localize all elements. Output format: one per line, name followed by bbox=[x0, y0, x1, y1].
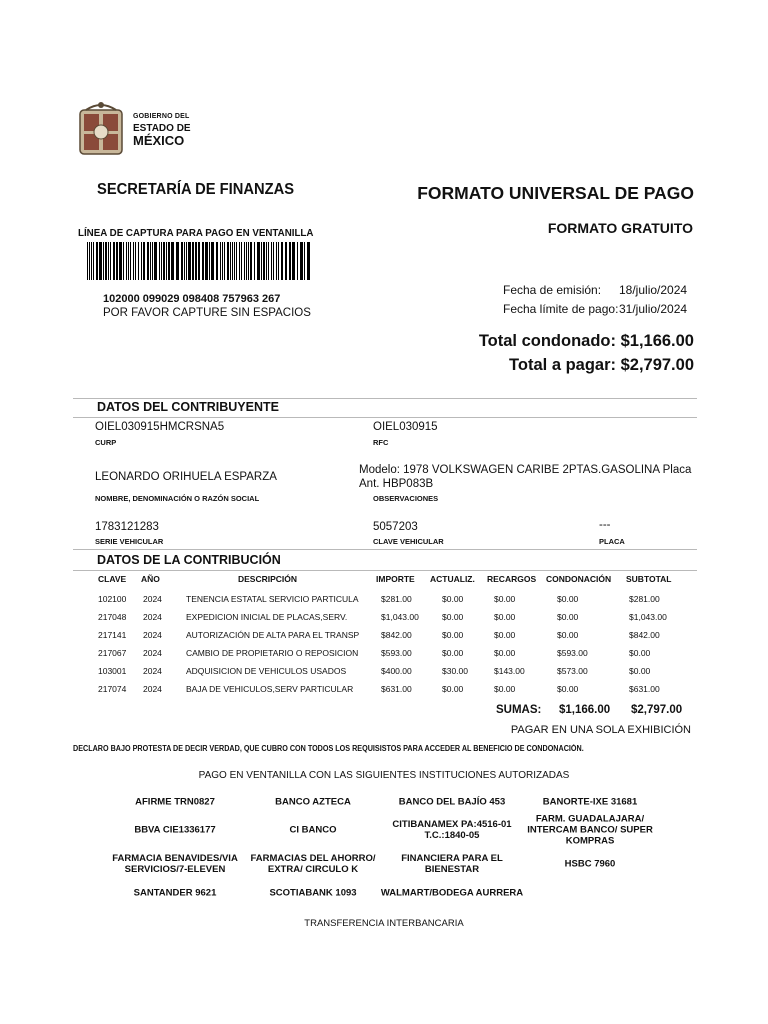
total-condoned: Total condonado: $1,166.00 bbox=[478, 332, 694, 350]
cell-year: 2024 bbox=[143, 684, 162, 694]
header-amount: IMPORTE bbox=[376, 574, 415, 584]
barcode bbox=[87, 242, 312, 280]
cell-condonation: $0.00 bbox=[557, 594, 579, 604]
vehicle-serial-label: SERIE VEHICULAR bbox=[95, 537, 164, 546]
cell-year: 2024 bbox=[143, 666, 162, 676]
divider bbox=[73, 398, 697, 399]
cell-subtotal: $631.00 bbox=[629, 684, 660, 694]
header-description: DESCRIPCIÓN bbox=[238, 574, 298, 584]
rfc-label: RFC bbox=[373, 438, 389, 447]
emission-date-label: Fecha de emisión: bbox=[503, 283, 602, 297]
declaration-text: DECLARO BAJO PROTESTA DE DECIR VERDAD, QUE CUBRO CON TODOS LOS REQUISISTOS PARA ACCEDER AL BENEFICIO DE CONDONACIÓN. bbox=[73, 744, 584, 753]
contribution-section-title: DATOS DE LA CONTRIBUCIÓN bbox=[97, 553, 281, 567]
institution-item: BANORTE-IXE 31681 bbox=[542, 796, 638, 808]
institution-item: HSBC 7960 bbox=[564, 858, 616, 870]
institution-item: FARMACIA BENAVIDES/VIA SERVICIOS/7-ELEVEN bbox=[112, 853, 238, 875]
institution-item: FARMACIAS DEL AHORRO/ EXTRA/ CIRCULO K bbox=[250, 853, 376, 875]
cell-condonation: $0.00 bbox=[557, 684, 579, 694]
state-government-wordmark bbox=[133, 111, 191, 148]
cell-subtotal: $0.00 bbox=[629, 666, 651, 676]
cell-surcharges: $0.00 bbox=[494, 612, 516, 622]
cell-amount: $281.00 bbox=[381, 594, 412, 604]
limit-date-label: Fecha límite de pago: bbox=[503, 302, 619, 316]
total-to-pay: Total a pagar: $2,797.00 bbox=[509, 356, 694, 374]
institution-item: FINANCIERA PARA EL BIENESTAR bbox=[401, 853, 503, 875]
sums-label: SUMAS: bbox=[496, 704, 542, 716]
observations-value-line-1: Modelo: 1978 VOLKSWAGEN CARIBE 2PTAS.GASOLINA Placa bbox=[359, 464, 692, 476]
cell-description: AUTORIZACIÓN DE ALTA PARA EL TRANSP bbox=[186, 630, 360, 640]
cell-subtotal: $0.00 bbox=[629, 648, 651, 658]
cell-clave: 102100 bbox=[98, 594, 127, 604]
header-surcharges: RECARGOS bbox=[487, 574, 537, 584]
cell-clave: 103001 bbox=[98, 666, 127, 676]
institution-item: AFIRME TRN0827 bbox=[135, 796, 215, 808]
cell-surcharges: $143.00 bbox=[494, 666, 525, 676]
sums-condoned: $1,166.00 bbox=[559, 704, 611, 716]
header-subtotal: SUBTOTAL bbox=[626, 574, 672, 584]
cell-surcharges: $0.00 bbox=[494, 684, 516, 694]
vehicle-key-label: CLAVE VEHICULAR bbox=[373, 537, 444, 546]
cell-surcharges: $0.00 bbox=[494, 594, 516, 604]
divider bbox=[73, 570, 697, 571]
taxpayer-name-value: LEONARDO ORIHUELA ESPARZA bbox=[95, 471, 277, 483]
capture-instruction: POR FAVOR CAPTURE SIN ESPACIOS bbox=[103, 307, 311, 319]
cell-surcharges: $0.00 bbox=[494, 648, 516, 658]
cell-year: 2024 bbox=[143, 630, 162, 640]
cell-update: $0.00 bbox=[442, 594, 464, 604]
observations-label: OBSERVACIONES bbox=[373, 494, 439, 503]
divider bbox=[73, 417, 697, 418]
plate-label: PLACA bbox=[599, 537, 625, 546]
institution-item: WALMART/BODEGA AURRERA bbox=[380, 887, 524, 899]
header-clave: CLAVE bbox=[98, 574, 127, 584]
cell-description: TENENCIA ESTATAL SERVICIO PARTICULA bbox=[186, 594, 359, 604]
cell-condonation: $0.00 bbox=[557, 630, 579, 640]
department-title: SECRETARÍA DE FINANZAS bbox=[97, 181, 295, 198]
logo-line-3: MÉXICO bbox=[133, 133, 185, 148]
cell-description: CAMBIO DE PROPIETARIO O REPOSICION bbox=[186, 648, 359, 658]
header-condonation: CONDONACIÓN bbox=[546, 574, 612, 584]
cell-year: 2024 bbox=[143, 594, 162, 604]
taxpayer-name-label: NOMBRE, DENOMINACIÓN O RAZÓN SOCIAL bbox=[95, 494, 260, 503]
cell-clave: 217074 bbox=[98, 684, 127, 694]
header-update: ACTUALIZ. bbox=[430, 574, 475, 584]
curp-label: CURP bbox=[95, 438, 117, 447]
plate-value: --- bbox=[599, 519, 611, 531]
cell-amount: $593.00 bbox=[381, 648, 412, 658]
rfc-value: OIEL030915 bbox=[373, 421, 438, 433]
cell-clave: 217067 bbox=[98, 648, 127, 658]
cell-condonation: $593.00 bbox=[557, 648, 588, 658]
cell-update: $0.00 bbox=[442, 684, 464, 694]
taxpayer-section-title: DATOS DEL CONTRIBUYENTE bbox=[97, 400, 279, 414]
institution-item: SCOTIABANK 1093 bbox=[269, 887, 357, 899]
capture-line-label: LÍNEA DE CAPTURA PARA PAGO EN VENTANILLA bbox=[78, 227, 314, 239]
observations-value-line-2: Ant. HBP083B bbox=[359, 478, 434, 490]
institution-item: BBVA CIE1336177 bbox=[134, 824, 216, 836]
cell-description: EXPEDICION INICIAL DE PLACAS,SERV. bbox=[186, 612, 348, 622]
limit-date-value: 31/julio/2024 bbox=[619, 302, 688, 316]
cell-description: ADQUISICION DE VEHICULOS USADOS bbox=[186, 666, 347, 676]
cell-amount: $400.00 bbox=[381, 666, 412, 676]
logo-line-2: ESTADO DE bbox=[133, 123, 191, 134]
institution-item: SANTANDER 9621 bbox=[133, 887, 217, 899]
interbank-transfer-note: TRANSFERENCIA INTERBANCARIA bbox=[304, 918, 464, 929]
divider bbox=[73, 549, 697, 550]
cell-clave: 217141 bbox=[98, 630, 127, 640]
cell-subtotal: $281.00 bbox=[629, 594, 660, 604]
cell-description: BAJA DE VEHICULOS,SERV PARTICULAR bbox=[186, 684, 354, 694]
header-year: AÑO bbox=[141, 574, 160, 584]
cell-amount: $1,043.00 bbox=[381, 612, 419, 622]
cell-year: 2024 bbox=[143, 648, 162, 658]
logo-line-1: GOBIERNO DEL bbox=[133, 113, 190, 120]
curp-value: OIEL030915HMCRSNA5 bbox=[95, 421, 225, 433]
cell-amount: $842.00 bbox=[381, 630, 412, 640]
cell-condonation: $0.00 bbox=[557, 612, 579, 622]
vehicle-key-value: 5057203 bbox=[373, 521, 418, 533]
institution-item: BANCO DEL BAJÍO 453 bbox=[398, 796, 506, 808]
capture-line-number: 102000 099029 098408 757963 267 bbox=[103, 293, 281, 305]
institution-item: FARM. GUADALAJARA/ INTERCAM BANCO/ SUPER KOMPRAS bbox=[527, 813, 653, 847]
cell-subtotal: $842.00 bbox=[629, 630, 660, 640]
payment-institutions-title: PAGO EN VENTANILLA CON LAS SIGUIENTES INSTITUCIONES AUTORIZADAS bbox=[198, 770, 570, 781]
form-title: FORMATO UNIVERSAL DE PAGO bbox=[417, 183, 694, 203]
cell-subtotal: $1,043.00 bbox=[629, 612, 667, 622]
form-subtitle: FORMATO GRATUITO bbox=[547, 220, 693, 236]
sums-subtotal: $2,797.00 bbox=[631, 704, 683, 716]
single-payment-note: PAGAR EN UNA SOLA EXHIBICIÓN bbox=[510, 724, 691, 736]
cell-amount: $631.00 bbox=[381, 684, 412, 694]
cell-surcharges: $0.00 bbox=[494, 630, 516, 640]
cell-update: $30.00 bbox=[442, 666, 468, 676]
cell-update: $0.00 bbox=[442, 612, 464, 622]
cell-clave: 217048 bbox=[98, 612, 127, 622]
cell-update: $0.00 bbox=[442, 648, 464, 658]
cell-condonation: $573.00 bbox=[557, 666, 588, 676]
institution-item: CI BANCO bbox=[289, 824, 337, 836]
institution-item: BANCO AZTECA bbox=[275, 796, 351, 808]
vehicle-serial-value: 1783121283 bbox=[95, 521, 159, 533]
institution-item: CITIBANAMEX PA:4516-01 T.C.:1840-05 bbox=[392, 819, 512, 841]
dates-block bbox=[503, 281, 687, 319]
state-crest-logo bbox=[78, 100, 124, 156]
emission-date-value: 18/julio/2024 bbox=[619, 283, 688, 297]
cell-update: $0.00 bbox=[442, 630, 464, 640]
cell-year: 2024 bbox=[143, 612, 162, 622]
